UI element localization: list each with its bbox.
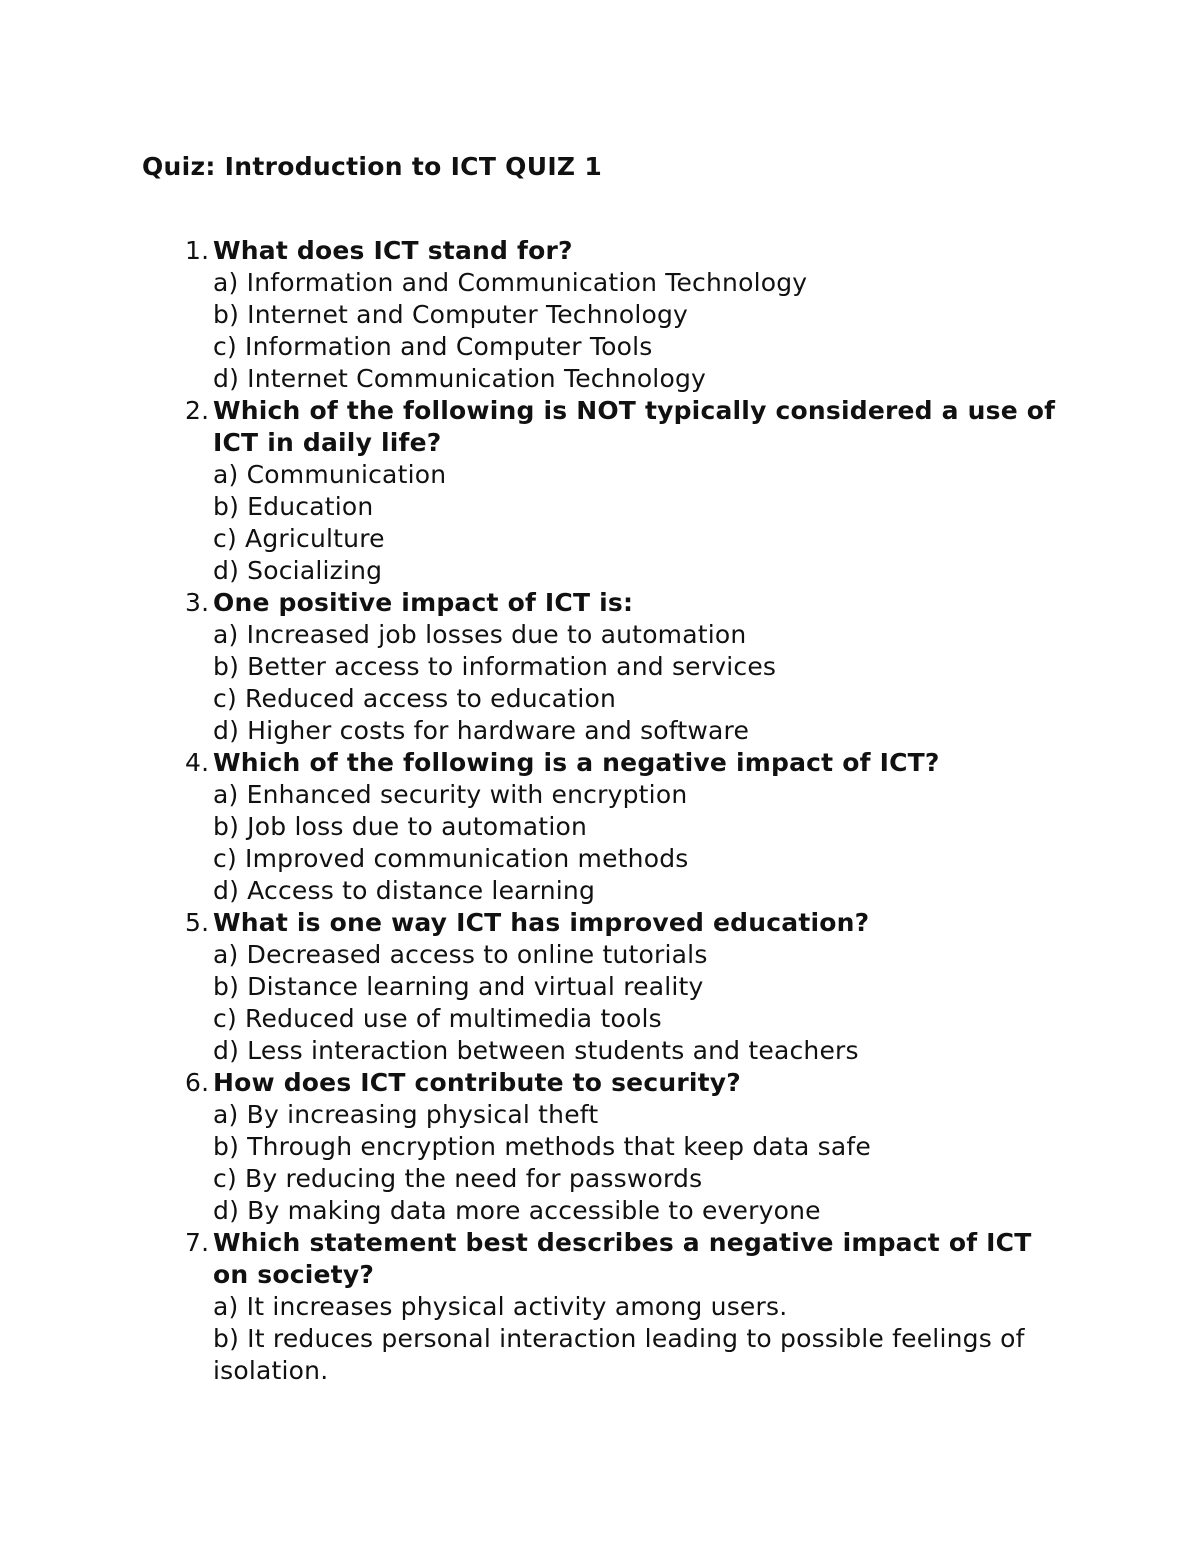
option-item: a) It increases physical activity among users. xyxy=(213,1292,788,1321)
option-list xyxy=(213,1291,1065,1387)
option-item: c) Agriculture xyxy=(213,524,385,553)
question-5 xyxy=(185,907,1065,1067)
option-item: d) Less interaction between students and teachers xyxy=(213,1036,859,1065)
option-item: c) Improved communication methods xyxy=(213,844,689,873)
question-text: How does ICT contribute to security? xyxy=(213,1068,741,1097)
option-list xyxy=(213,619,1065,747)
option-item: c) Reduced access to education xyxy=(213,684,617,713)
option-item: c) Information and Computer Tools xyxy=(213,332,653,361)
option-item: b) Distance learning and virtual reality xyxy=(213,972,704,1001)
option-item: b) Better access to information and services xyxy=(213,652,777,681)
question-text: What does ICT stand for? xyxy=(213,236,573,265)
question-text: Which statement best describes a negative impact of ICT on society? xyxy=(213,1228,1032,1289)
question-2 xyxy=(185,395,1065,587)
question-number: 4. xyxy=(185,748,210,777)
option-item: a) Enhanced security with encryption xyxy=(213,780,688,809)
option-item: d) Socializing xyxy=(213,556,383,585)
option-item: a) Increased job losses due to automation xyxy=(213,620,747,649)
question-text: One positive impact of ICT is: xyxy=(213,588,634,617)
question-number: 2. xyxy=(185,396,210,425)
option-item: b) Education xyxy=(213,492,374,521)
option-item: c) Reduced use of multimedia tools xyxy=(213,1004,662,1033)
option-item: d) By making data more accessible to everyone xyxy=(213,1196,821,1225)
question-number: 7. xyxy=(185,1228,210,1257)
question-4 xyxy=(185,747,1065,907)
option-item: d) Internet Communication Technology xyxy=(213,364,707,393)
option-item: c) By reducing the need for passwords xyxy=(213,1164,703,1193)
option-list xyxy=(213,267,1065,395)
question-1 xyxy=(185,235,1065,395)
option-item: a) Decreased access to online tutorials xyxy=(213,940,708,969)
option-item: b) Job loss due to automation xyxy=(213,812,588,841)
option-item: d) Higher costs for hardware and software xyxy=(213,716,750,745)
option-item: a) By increasing physical theft xyxy=(213,1100,599,1129)
question-7 xyxy=(185,1227,1065,1387)
question-list xyxy=(185,235,1065,1387)
question-text: Which of the following is NOT typically considered a use of ICT in daily life? xyxy=(213,396,1056,457)
option-list xyxy=(213,779,1065,907)
option-item: b) It reduces personal interaction leading to possible feelings of isolation. xyxy=(213,1324,1025,1385)
option-list xyxy=(213,1099,1065,1227)
question-3 xyxy=(185,587,1065,747)
option-item: b) Through encryption methods that keep data safe xyxy=(213,1132,871,1161)
option-item: a) Information and Communication Technology xyxy=(213,268,808,297)
quiz-title: Quiz: Introduction to ICT QUIZ 1 xyxy=(142,152,603,181)
question-number: 1. xyxy=(185,236,210,265)
question-text: Which of the following is a negative impact of ICT? xyxy=(213,748,940,777)
option-list xyxy=(213,939,1065,1067)
question-number: 6. xyxy=(185,1068,210,1097)
question-6 xyxy=(185,1067,1065,1227)
option-item: a) Communication xyxy=(213,460,447,489)
question-text: What is one way ICT has improved education? xyxy=(213,908,870,937)
option-item: d) Access to distance learning xyxy=(213,876,596,905)
option-item: b) Internet and Computer Technology xyxy=(213,300,689,329)
option-list xyxy=(213,459,1065,587)
question-number: 5. xyxy=(185,908,210,937)
question-number: 3. xyxy=(185,588,210,617)
